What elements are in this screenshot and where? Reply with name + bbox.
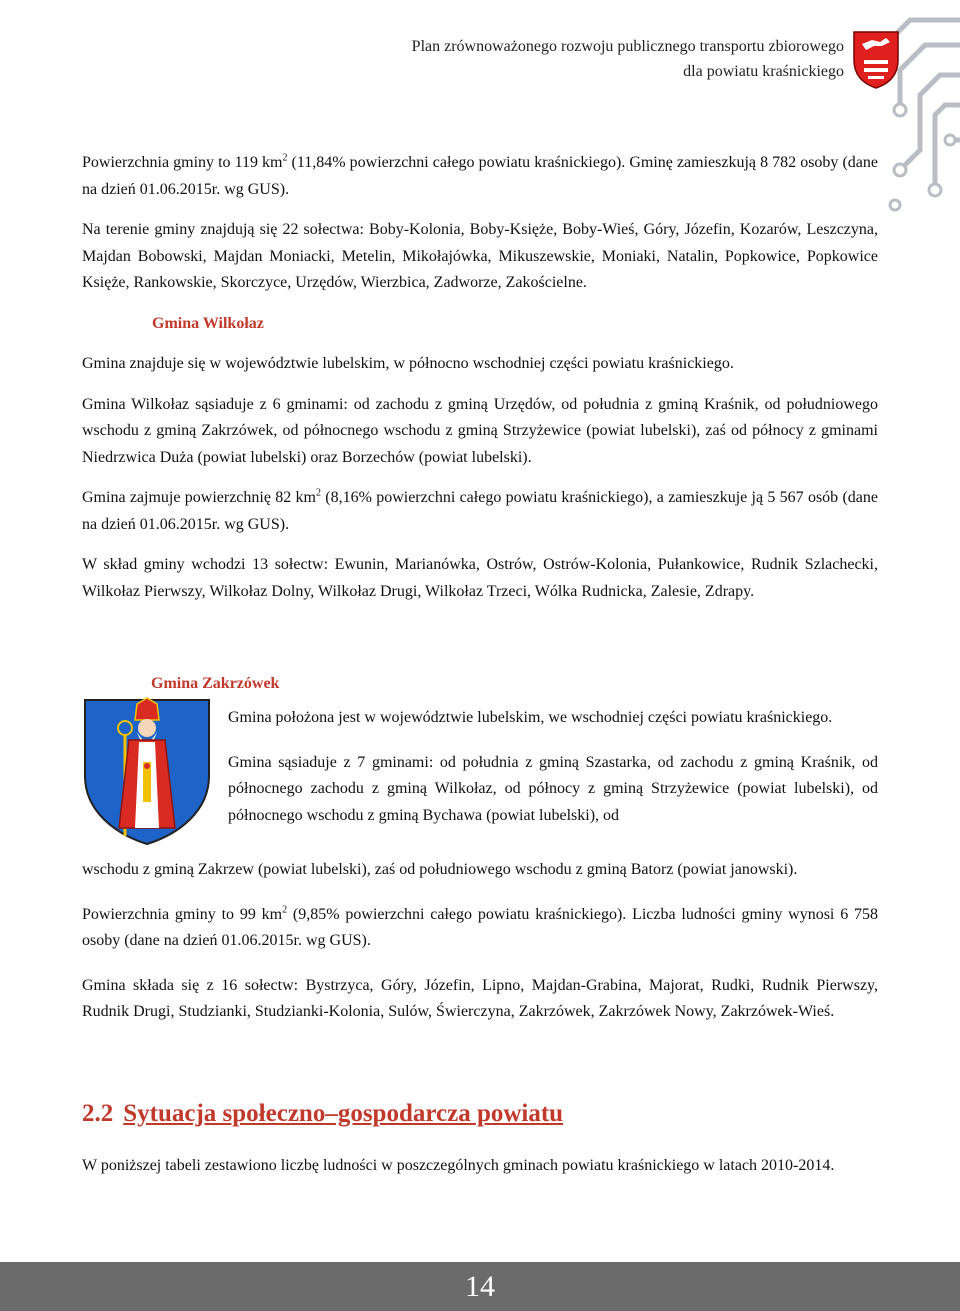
superscript: 2	[315, 487, 321, 499]
paragraph-area-previous	[82, 150, 878, 203]
wilkolaz-title: Gmina Wilkołaz	[152, 314, 264, 332]
paragraph-zakrzowek-solectwa: Gmina składa się z 16 sołectw: Bystrzyca, Góry, Józefin, Lipno, Majdan-Grabina, Majorat, Rudki, Rudnik Pierwszy, Rudnik Drugi, Studzianki, Studzianki-Kolonia, Sulów, Świerczyna, Zakrzówek, Zakrzówek Nowy, Zakrzówek-Wieś.	[82, 976, 878, 1020]
page-number: 14	[465, 1270, 495, 1303]
superscript: 2	[282, 152, 288, 164]
section-number: 2.2	[82, 1100, 114, 1127]
paragraph-zakrzowek-neighbours-2: wschodu z gminą Zakrzew (powiat lubelski), zaś od południowego wschodu z gminą Batorz (powiat janowski).	[82, 861, 798, 878]
powiat-coat-of-arms-icon	[852, 30, 900, 90]
section-heading	[82, 1098, 563, 1130]
main-text	[82, 150, 878, 605]
text-fragment: Powierzchnia gminy to 119 km	[82, 154, 283, 171]
paragraph-zakrzowek-neighbours-1: Gmina sąsiaduje z 7 gminami: od południa z gminą Szastarka, od zachodu z gminą Kraśnik, od północnego zachodu z gminą Wilkołaz, od północy z gminą Strzyżewice (powiat lubelski), od północnego wschodu z gminą Bychawa (powiat lubelski), od	[228, 753, 878, 824]
section-intro: W poniższej tabeli zestawiono liczbę ludności w poszczególnych gminach powiatu kraśnickiego w latach 2010-2014.	[82, 1157, 835, 1174]
paragraph-wilkolaz-solectwa: W skład gminy wchodzi 13 sołectw: Ewunin, Marianówka, Ostrów, Ostrów-Kolonia, Pułankowice, Rudnik Szlachecki, Wilkołaz Pierwszy, Wilkołaz Dolny, Wilkołaz Drugi, Wilkołaz Trzeci, Wólka Rudnicka, Zalesie, Zdrapy.	[82, 556, 878, 600]
text-fragment: (11,84% powierzchni całego powiatu kraśnickiego). Gminę zamieszkują 8 782 osoby (dane na dzień 01.06.2015r. wg GUS).	[82, 154, 879, 198]
zakrzowek-title: Gmina Zakrzówek	[151, 675, 280, 692]
text-fragment: (9,85% powierzchni całego powiatu kraśnickiego). Liczba ludności gminy wynosi 6 758 osoby (dane na dzień 01.06.2015r. wg GUS).	[82, 905, 879, 949]
paragraph-zakrzowek-area	[82, 902, 878, 955]
paragraph-wilkolaz-neighbours: Gmina Wilkołaz sąsiaduje z 6 gminami: od zachodu z gminą Urzędów, od południa z gminą Kraśnik, od południowego wschodu z gminą Zakrzówek, od północnego wschodu z gminą Strzyżewice (powiat lubelski), zaś od północy z gminami Niedrzwica Duża (powiat lubelski) oraz Borzechów (powiat lubelski).	[82, 395, 878, 466]
zakrzowek-text-wrapped	[228, 705, 878, 829]
text-fragment: (8,16% powierzchni całego powiatu kraśnickiego), a zamieszkuje ją 5 567 osób (dane na dzień 01.06.2015r. wg GUS).	[82, 489, 878, 533]
text-fragment: Gmina zajmuje powierzchnię 82 km	[82, 489, 316, 506]
text-fragment: Powierzchnia gminy to 99 km	[82, 905, 283, 923]
section-title: Sytuacja społeczno–gospodarcza powiatu	[123, 1100, 564, 1127]
paragraph-zakrzowek-location: Gmina położona jest w województwie lubelskim, we wschodniej części powiatu kraśnickiego.	[228, 709, 833, 726]
zakrzowek-text	[82, 857, 878, 1026]
header-line-2: dla powiatu kraśnickiego	[683, 63, 844, 80]
paragraph-wilkolaz-area	[82, 485, 878, 538]
zakrzowek-coat-of-arms-icon	[81, 696, 213, 846]
page-header	[300, 34, 844, 84]
page-footer	[0, 1262, 960, 1311]
paragraph-solectwa-previous: Na terenie gminy znajdują się 22 sołectwa: Boby-Kolonia, Boby-Księże, Boby-Wieś, Góry, Józefin, Kozarów, Leszczyna, Majdan Bobowski, Majdan Moniacki, Metelin, Mikołajówka, Mikuszewskie, Moniaki, Natalin, Popkowice, Popkowice Księże, Rankowskie, Skorczyce, Urzędów, Wierzbica, Zadworze, Zakościelne.	[82, 221, 878, 291]
section-title-wilkolaz	[82, 311, 878, 338]
superscript: 2	[282, 904, 288, 916]
header-line-1: Plan zrównoważonego rozwoju publicznego transportu zbiorowego	[411, 38, 844, 55]
paragraph-wilkolaz-location: Gmina znajduje się w województwie lubelskim, w północno wschodniej części powiatu kraśnickiego.	[82, 355, 734, 372]
